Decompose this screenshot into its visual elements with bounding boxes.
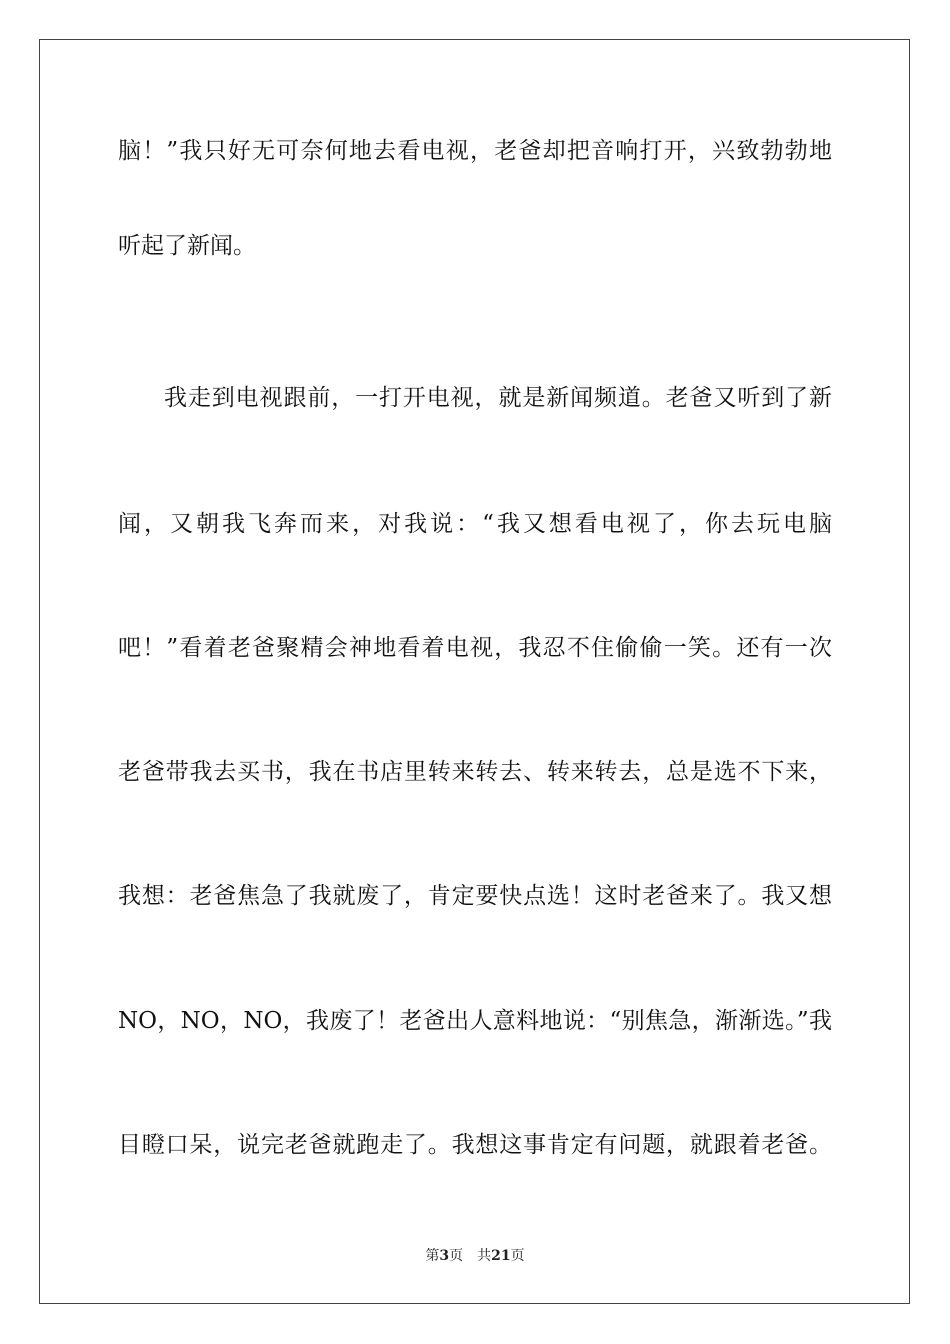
page-number: 3 — [439, 1248, 450, 1264]
total-pages: 21 — [491, 1248, 511, 1264]
page-footer — [0, 1246, 950, 1266]
page-suffix: 页 — [449, 1248, 464, 1264]
page-prefix: 第 — [425, 1248, 440, 1264]
body-text-line: 闻，又朝我飞奔而来，对我说：“我又想看电视了，你去玩电脑 — [118, 511, 832, 537]
body-text-line: 目瞪口呆，说完老爸就跑走了。我想这事肯定有问题，就跟着老爸。 — [118, 1132, 832, 1158]
paragraph-first-line: 我走到电视跟前，一打开电视，就是新闻频道。老爸又听到了新 — [164, 385, 832, 411]
total-prefix: 共 — [477, 1248, 492, 1264]
body-text-line: 我想：老爸焦急了我就废了，肯定要快点选！这时老爸来了。我又想 — [118, 883, 832, 909]
total-suffix: 页 — [510, 1248, 525, 1264]
body-text-line: 老爸带我去买书，我在书店里转来转去、转来转去，总是选不下来， — [118, 759, 832, 785]
body-text-line: 脑！”我只好无可奈何地去看电视，老爸却把音响打开，兴致勃勃地 — [118, 138, 832, 164]
body-text-line: 吧！”看着老爸聚精会神地看着电视，我忍不住偷偷一笑。还有一次 — [118, 635, 832, 661]
body-text-line: NO，NO，NO，我废了！老爸出人意料地说：“别焦急，渐渐选。”我 — [118, 1008, 832, 1034]
body-text-line: 听起了新闻。 — [118, 233, 256, 259]
